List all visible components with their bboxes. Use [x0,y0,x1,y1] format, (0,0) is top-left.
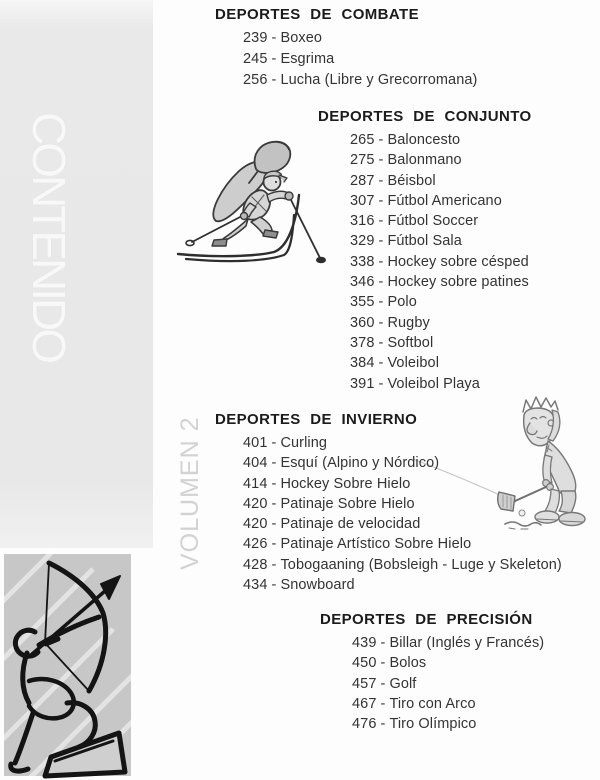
page-number: 355 [350,294,375,311]
page-number: 434 [243,577,268,594]
section-title: DEPORTES DE CONJUNTO [318,108,532,125]
contenido-vertical-label: CONTENIDO [23,112,75,361]
entry-title: Tobogaaning (Bobsleigh - Luge y Skeleton) [280,556,562,573]
entry-title: Patinaje Sobre Hielo [280,495,415,512]
toc-item [350,191,532,211]
entry-title: Patinaje de velocidad [280,516,421,533]
page-number: 476 [352,716,377,733]
toc-item [350,211,532,231]
toc-item [350,353,532,373]
toc-item [350,272,532,292]
ski-rear [186,215,294,261]
toc-item [243,575,562,595]
page-number: 307 [350,192,375,209]
entry-title: Softbol [387,334,434,351]
separator: - [378,172,384,189]
separator: - [380,675,386,692]
entry-title: Boxeo [280,30,323,46]
section-title: DEPORTES DE PRECISIÓN [320,611,533,628]
page-number: 457 [352,675,377,692]
entry-title: Hockey Sobre Hielo [280,475,411,492]
toc-item [350,252,532,272]
separator: - [378,253,384,270]
toc-item [350,313,532,333]
archer-illustration [1,551,136,780]
entry-title: Esgrima [280,51,335,67]
entry-title: Golf [389,675,417,692]
separator: - [271,72,277,88]
page-number: 338 [350,253,375,270]
separator: - [378,274,384,291]
entry-title: Balonmano [387,152,462,169]
separator: - [380,655,386,672]
toc-item [243,494,562,514]
toc-section [320,611,544,734]
toc-item [243,70,477,91]
toc-item [243,28,477,49]
separator: - [378,334,384,351]
separator: - [271,455,277,472]
entry-title: Hockey sobre patines [387,274,529,291]
section-item-list [243,433,562,595]
page-number: 428 [243,556,268,573]
entry-title: Curling [280,435,328,451]
entry-title: Patinaje Artístico Sobre Hielo [280,536,472,553]
page-number: 245 [243,51,268,67]
toc-item [243,514,562,534]
page-number: 426 [243,536,268,553]
volumen-vertical-label: VOLUMEN 2 [176,416,204,570]
entry-title: Béisbol [387,172,436,189]
skier-illustration [172,125,337,275]
toc-item [352,694,544,714]
separator: - [271,536,277,553]
page-number: 467 [352,695,377,712]
toc-item [350,333,532,353]
toc-item [352,653,544,673]
entry-title: Fútbol Americano [387,192,502,209]
entry-title: Esquí (Alpino y Nórdico) [280,455,440,472]
toc-item [350,150,532,170]
entry-title: Fútbol Soccer [387,213,479,230]
entry-title: Hockey sobre césped [387,253,529,270]
separator: - [271,577,277,594]
entry-title: Billar (Inglés y Francés) [389,635,545,651]
skier-boot-back [212,239,227,246]
entry-title: Snowboard [280,577,355,594]
page-number: 316 [350,213,375,230]
page-number: 439 [352,635,377,651]
separator: - [380,695,386,712]
section-item-list [243,28,477,91]
section-item-list [350,130,532,394]
page-number: 239 [243,30,268,46]
page-number: 401 [243,435,268,451]
entry-title: Lucha (Libre y Grecorromana) [280,72,478,88]
page-number: 414 [243,475,268,492]
separator: - [380,635,386,651]
toc-section [215,6,477,91]
page-number: 384 [350,355,375,372]
toc-item [350,374,532,394]
toc-item [350,130,532,150]
separator: - [271,556,277,573]
separator: - [271,51,277,67]
separator: - [378,213,384,230]
toc-item [243,433,562,453]
entry-title: Tiro con Arco [389,695,476,712]
section-title: DEPORTES DE COMBATE [215,6,420,23]
page-number: 287 [350,172,375,189]
page-number: 265 [350,132,375,148]
page-number: 404 [243,455,268,472]
page-number: 275 [350,152,375,169]
toc-item [352,714,544,734]
toc-item [352,674,544,694]
separator: - [378,152,384,169]
entry-title: Tiro Olímpico [389,716,477,733]
page-number: 346 [350,274,375,291]
section-item-list [352,633,544,734]
toc-item [243,555,562,575]
toc-section [215,411,562,595]
entry-title: Baloncesto [387,132,461,148]
toc-item [243,534,562,554]
skier-boot-front [263,230,278,238]
separator: - [378,355,384,372]
page-number: 420 [243,516,268,533]
separator: - [271,30,277,46]
separator: - [271,475,277,492]
toc-section [318,108,532,394]
entry-title: Bolos [389,655,427,672]
separator: - [380,716,386,733]
entry-title: Voleibol Playa [387,375,480,392]
separator: - [271,495,277,512]
separator: - [378,294,384,311]
toc-item [243,474,562,494]
separator: - [378,375,384,392]
separator: - [378,132,384,148]
toc-item [350,231,532,251]
entry-title: Voleibol [387,355,440,372]
separator: - [378,314,384,331]
golfer-shoe-right [559,513,585,526]
separator: - [378,233,384,250]
separator: - [378,192,384,209]
separator: - [271,435,277,451]
page-number: 329 [350,233,375,250]
section-title: DEPORTES DE INVIERNO [215,411,418,428]
page-number: 420 [243,495,268,512]
tuba-bell [255,142,291,173]
toc-item [243,49,477,70]
toc-item [350,171,532,191]
toc-item [350,292,532,312]
page-number: 256 [243,72,268,88]
page-number: 391 [350,375,375,392]
separator: - [271,516,277,533]
toc-item [352,633,544,653]
entry-title: Rugby [387,314,430,331]
entry-title: Polo [387,294,417,311]
page-number: 378 [350,334,375,351]
entry-title: Fútbol Sala [387,233,462,250]
toc-item [243,453,562,473]
page-number: 450 [352,655,377,672]
page-number: 360 [350,314,375,331]
